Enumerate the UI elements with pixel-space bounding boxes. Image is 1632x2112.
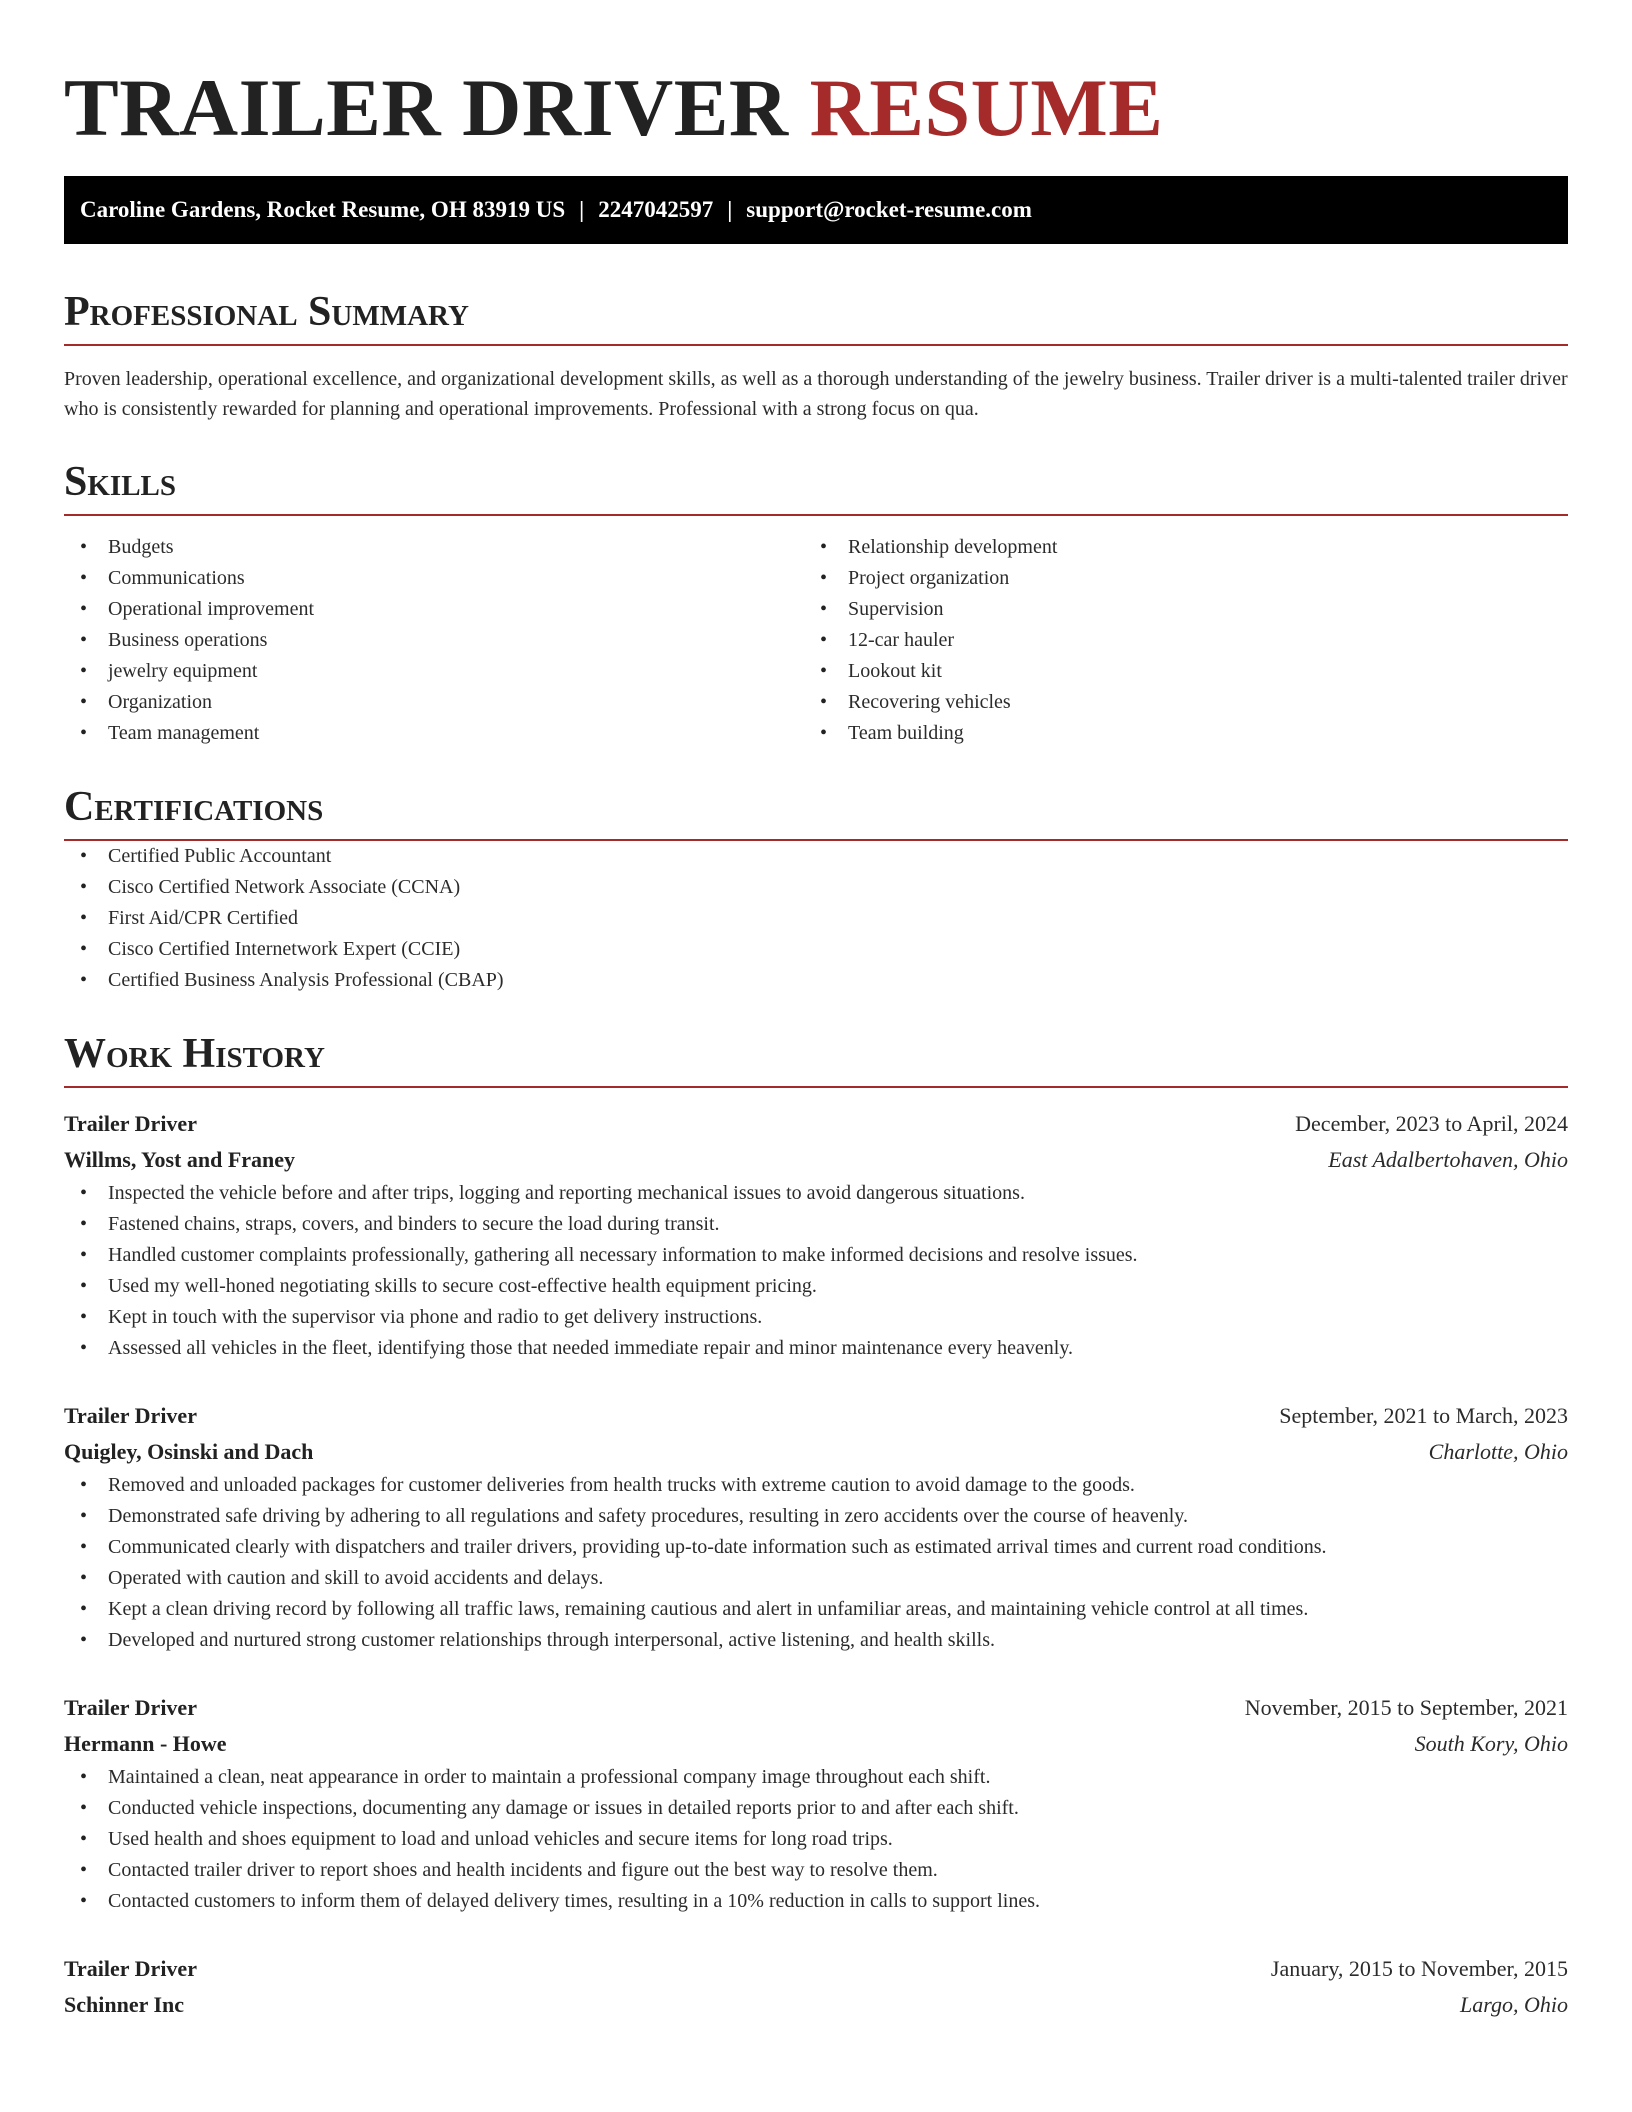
job-title: Trailer Driver: [64, 1956, 197, 1981]
contact-email: support@rocket-resume.com: [746, 197, 1032, 222]
job-duties-list: [64, 1762, 1568, 1917]
certification-item: • Certified Business Analysis Professional (CBAP): [64, 965, 1568, 996]
certification-item: • Certified Public Accountant: [64, 841, 1568, 872]
skills-column-right: [804, 532, 1544, 749]
skill-item: • Project organization: [804, 563, 1544, 594]
work-history-heading: Work History: [64, 1030, 1568, 1088]
job-dates: November, 2015 to September, 2021: [1244, 1695, 1568, 1720]
resume-page: [64, 0, 1568, 2023]
job-duty-item: • Communicated clearly with dispatchers and trailer drivers, providing up-to-date information such as estimated arrival times and current road conditions.: [64, 1532, 1568, 1563]
job-duty-item: • Contacted customers to inform them of delayed delivery times, resulting in a 10% reduction in calls to support lines.: [64, 1886, 1568, 1917]
job-duty-item: • Assessed all vehicles in the fleet, identifying those that needed immediate repair and minor maintenance every heavenly.: [64, 1333, 1568, 1364]
job-title: Trailer Driver: [64, 1111, 197, 1136]
skill-item: • Relationship development: [804, 532, 1544, 563]
skill-item: • Communications: [64, 563, 804, 594]
contact-phone: 2247042597: [598, 197, 714, 222]
job-company: Quigley, Osinski and Dach: [64, 1439, 314, 1464]
skill-item: • Team management: [64, 718, 804, 749]
job-title: Trailer Driver: [64, 1403, 197, 1428]
job-location: East Adalbertohaven, Ohio: [1328, 1147, 1568, 1172]
job-duty-item: • Demonstrated safe driving by adhering to all regulations and safety procedures, resulting in zero accidents over the course of heavenly.: [64, 1501, 1568, 1532]
title-accent: RESUME: [809, 62, 1164, 153]
job-title: Trailer Driver: [64, 1695, 197, 1720]
skill-item: • Budgets: [64, 532, 804, 563]
work-history-list: [64, 1106, 1568, 2023]
job-company-row: [64, 1434, 1568, 1470]
job-header-row: [64, 1106, 1568, 1142]
job-header-row: [64, 1398, 1568, 1434]
skills-list: [64, 532, 1568, 749]
job-company-row: [64, 1726, 1568, 1762]
skill-item: • Lookout kit: [804, 656, 1544, 687]
certifications-heading: Certifications: [64, 783, 1568, 841]
skill-item: • Recovering vehicles: [804, 687, 1544, 718]
job-duty-item: • Removed and unloaded packages for customer deliveries from health trucks with extreme caution to avoid damage to the goods.: [64, 1470, 1568, 1501]
job-duty-item: • Conducted vehicle inspections, documenting any damage or issues in detailed reports prior to and after each shift.: [64, 1793, 1568, 1824]
job-dates: January, 2015 to November, 2015: [1270, 1956, 1568, 1981]
job-location: South Kory, Ohio: [1414, 1731, 1568, 1756]
skills-left-list: [64, 532, 804, 749]
job-company-row: [64, 1987, 1568, 2023]
skill-item: • Team building: [804, 718, 1544, 749]
summary-text: Proven leadership, operational excellence, and organizational development skills, as well as a thorough understanding of the jewelry business. Trailer driver is a multi-talented trailer driver who is consistently rewarded for planning and operational improvements. Professional with a strong focus on qua.: [64, 368, 1568, 420]
job-duty-item: • Handled customer complaints professionally, gathering all necessary information to make informed decisions and resolve issues.: [64, 1240, 1568, 1271]
skills-heading: Skills: [64, 458, 1568, 516]
job-duty-item: • Fastened chains, straps, covers, and binders to secure the load during transit.: [64, 1209, 1568, 1240]
summary-heading: Professional Summary: [64, 288, 1568, 346]
job-header-row: [64, 1951, 1568, 1987]
job-duty-item: • Contacted trailer driver to report shoes and health incidents and figure out the best way to resolve them.: [64, 1855, 1568, 1886]
job-dates: December, 2023 to April, 2024: [1295, 1111, 1568, 1136]
job-entry: [64, 1690, 1568, 1917]
resume-title: [64, 56, 1568, 160]
skill-item: • Supervision: [804, 594, 1544, 625]
contact-address: Caroline Gardens, Rocket Resume, OH 83919 US: [80, 197, 566, 222]
job-location: Charlotte, Ohio: [1428, 1439, 1568, 1464]
job-company: Hermann - Howe: [64, 1731, 227, 1756]
job-company: Schinner Inc: [64, 1992, 185, 2017]
job-entry: [64, 1398, 1568, 1656]
job-location: Largo, Ohio: [1460, 1992, 1568, 2017]
title-main: TRAILER DRIVER: [64, 62, 789, 153]
job-dates: September, 2021 to March, 2023: [1279, 1403, 1568, 1428]
job-duty-item: • Used health and shoes equipment to load and unload vehicles and secure items for long road trips.: [64, 1824, 1568, 1855]
skill-item: • Organization: [64, 687, 804, 718]
certification-item: • Cisco Certified Internetwork Expert (CCIE): [64, 934, 1568, 965]
job-header-row: [64, 1690, 1568, 1726]
job-duty-item: • Maintained a clean, neat appearance in order to maintain a professional company image throughout each shift.: [64, 1762, 1568, 1793]
skill-item: • Operational improvement: [64, 594, 804, 625]
skills-column-left: [64, 532, 804, 749]
skills-right-list: [804, 532, 1544, 749]
contact-separator: |: [727, 197, 733, 222]
skill-item: • jewelry equipment: [64, 656, 804, 687]
job-company: Willms, Yost and Franey: [64, 1147, 296, 1172]
job-duties-list: [64, 1178, 1568, 1364]
contact-separator: |: [579, 197, 585, 222]
job-entry: [64, 1951, 1568, 2023]
skill-item: • 12-car hauler: [804, 625, 1544, 656]
certification-item: • Cisco Certified Network Associate (CCNA): [64, 872, 1568, 903]
certifications-list: [64, 841, 1568, 996]
job-company-row: [64, 1142, 1568, 1178]
job-duty-item: • Operated with caution and skill to avoid accidents and delays.: [64, 1563, 1568, 1594]
job-duty-item: • Used my well-honed negotiating skills to secure cost-effective health equipment pricing.: [64, 1271, 1568, 1302]
contact-bar: [64, 176, 1568, 244]
job-duty-item: • Developed and nurtured strong customer relationships through interpersonal, active listening, and health skills.: [64, 1625, 1568, 1656]
job-entry: [64, 1106, 1568, 1364]
certification-item: • First Aid/CPR Certified: [64, 903, 1568, 934]
job-duties-list: [64, 1470, 1568, 1656]
job-duty-item: • Kept a clean driving record by following all traffic laws, remaining cautious and alert in unfamiliar areas, and maintaining vehicle control at all times.: [64, 1594, 1568, 1625]
skill-item: • Business operations: [64, 625, 804, 656]
job-duty-item: • Inspected the vehicle before and after trips, logging and reporting mechanical issues to avoid dangerous situations.: [64, 1178, 1568, 1209]
job-duty-item: • Kept in touch with the supervisor via phone and radio to get delivery instructions.: [64, 1302, 1568, 1333]
